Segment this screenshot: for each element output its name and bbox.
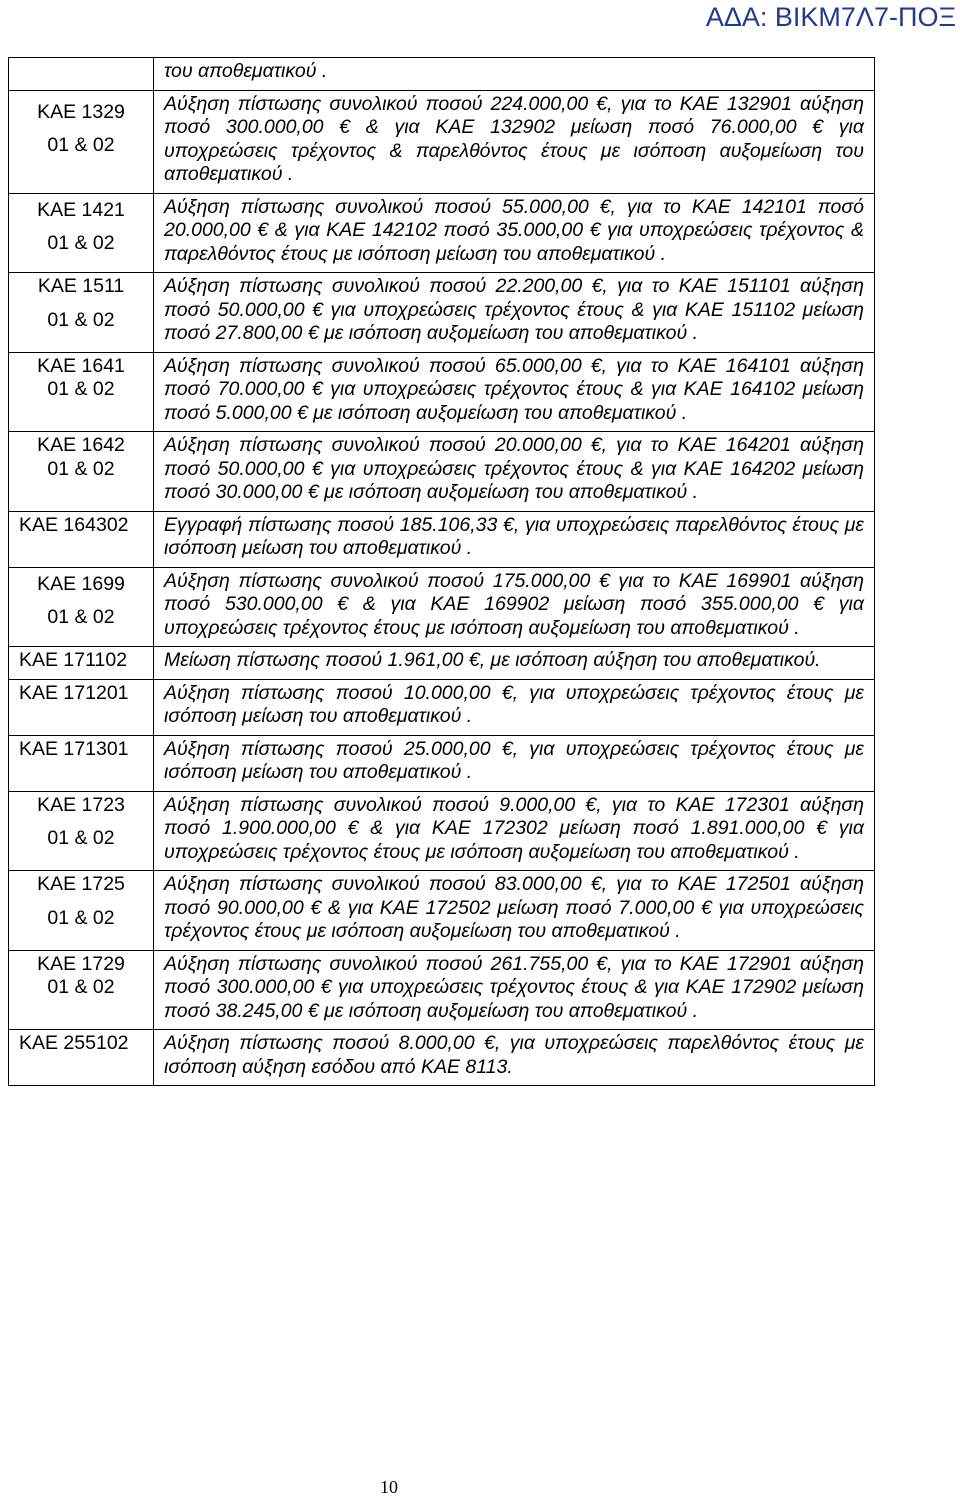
code-label: ΚΑΕ 1729 (37, 952, 125, 975)
code-cell (9, 871, 154, 951)
table-row (9, 58, 875, 91)
description-cell: Αύξηση πίστωσης συνολικού ποσού 9.000,00 €, για το ΚΑΕ 172301 αύξηση ποσό 1.900.000,00 € & για ΚΑΕ 172302 μείωση ποσό 1.891.000,00 € για υποχρεώσεις τρέχοντος έτους με ισόποση αυξομείωση του αποθεματικού . (154, 791, 875, 871)
description-cell: Αύξηση πίστωσης συνολικού ποσού 20.000,00 €, για το ΚΑΕ 164201 αύξηση ποσό 50.000,00 € για υποχρεώσεις τρέχοντος έτους & για ΚΑΕ 164202 μείωση ποσό 30.000,00 € με ισόποση αυξομείωση του αποθεματικού . (154, 432, 875, 512)
description-cell: του αποθεματικού . (154, 58, 875, 91)
page-number: 10 (380, 1477, 398, 1497)
code-cell (9, 1030, 154, 1086)
code-subaccounts: 01 & 02 (47, 134, 115, 156)
code-label: ΚΑΕ 1329 (37, 100, 125, 123)
code-subaccounts: 01 & 02 (47, 827, 115, 849)
code-cell (9, 58, 154, 91)
code-label: ΚΑΕ 1723 (37, 793, 125, 816)
description-cell: Αύξηση πίστωσης συνολικού ποσού 175.000,00 € για το ΚΑΕ 169901 αύξηση ποσό 530.000,00 € & για ΚΑΕ 169902 μείωση ποσό 355.000,00 € για υποχρεώσεις τρέχοντος έτους με ισόποση αυξομείωση του αποθεματικού . (154, 567, 875, 647)
table-row (9, 791, 875, 871)
code-cell (9, 791, 154, 871)
code-cell (9, 511, 154, 567)
code-label: ΚΑΕ 171301 (19, 737, 129, 760)
description-cell: Αύξηση πίστωσης συνολικού ποσού 224.000,00 €, για το ΚΑΕ 132901 αύξηση ποσό 300.000,00 € & για ΚΑΕ 132902 μείωση ποσό 76.000,00 € για υποχρεώσεις τρέχοντος & παρελθόντος έτους με ισόποση αυξομείωση του αποθεματικού . (154, 90, 875, 193)
code-subaccounts: 01 & 02 (47, 378, 115, 400)
description-cell: Αύξηση πίστωσης συνολικού ποσού 261.755,00 €, για το ΚΑΕ 172901 αύξηση ποσό 300.000,00 € για υποχρεώσεις τρέχοντος έτους & για ΚΑΕ 172902 μείωση ποσό 38.245,00 € με ισόποση αυξομείωση του αποθεματικού . (154, 950, 875, 1030)
code-label: ΚΑΕ 1421 (37, 198, 125, 221)
table-row (9, 273, 875, 353)
description-cell: Αύξηση πίστωσης ποσού 25.000,00 €, για υποχρεώσεις τρέχοντος έτους με ισόποση μείωση του αποθεματικού . (154, 735, 875, 791)
code-label: ΚΑΕ 1699 (37, 572, 125, 595)
code-label: ΚΑΕ 1642 (37, 434, 125, 456)
table-row (9, 90, 875, 193)
code-cell (9, 679, 154, 735)
code-subaccounts: 01 & 02 (47, 906, 115, 929)
table-row (9, 1030, 875, 1086)
code-cell (9, 193, 154, 273)
description-cell: Αύξηση πίστωσης συνολικού ποσού 22.200,00 €, για το ΚΑΕ 151101 αύξηση ποσό 50.000,00 € για υποχρεώσεις τρέχοντος έτους & για ΚΑΕ 151102 μείωση ποσό 27.800,00 € με ισόποση αυξομείωση του αποθεματικού . (154, 273, 875, 353)
code-subaccounts: 01 & 02 (47, 606, 115, 628)
table-row (9, 352, 875, 432)
code-subaccounts: 01 & 02 (47, 308, 115, 331)
code-label: ΚΑΕ 164302 (19, 513, 129, 536)
code-label: ΚΑΕ 171102 (19, 649, 128, 671)
table-row (9, 679, 875, 735)
code-cell (9, 567, 154, 647)
code-cell (9, 735, 154, 791)
table-row (9, 193, 875, 273)
description-cell: Αύξηση πίστωσης συνολικού ποσού 65.000,00 €, για το ΚΑΕ 164101 αύξηση ποσό 70.000,00 € για υποχρεώσεις τρέχοντος έτους & για ΚΑΕ 164102 μείωση ποσό 5.000,00 € με ισόποση αυξομείωση του αποθεματικού . (154, 352, 875, 432)
table-row (9, 432, 875, 512)
code-cell (9, 90, 154, 193)
description-cell: Μείωση πίστωσης ποσού 1.961,00 €, με ισόποση αύξηση του αποθεματικού. (154, 647, 875, 680)
description-cell: Αύξηση πίστωσης ποσού 8.000,00 €, για υποχρεώσεις παρελθόντος έτους με ισόποση αύξηση εσόδου από ΚΑΕ 8113. (154, 1030, 875, 1086)
description-cell: Αύξηση πίστωσης συνολικού ποσού 55.000,00 €, για το ΚΑΕ 142101 ποσό 20.000,00 € & για ΚΑΕ 142102 ποσό 35.000,00 € για υποχρεώσεις τρέχοντος & παρελθόντος έτους με ισόποση μείωση του αποθεματικού . (154, 193, 875, 273)
code-subaccounts: 01 & 02 (47, 232, 115, 254)
code-cell (9, 647, 154, 680)
table-row (9, 871, 875, 951)
table-row (9, 950, 875, 1030)
table-row (9, 735, 875, 791)
description-cell: Αύξηση πίστωσης ποσού 10.000,00 €, για υποχρεώσεις τρέχοντος έτους με ισόποση μείωση του αποθεματικού . (154, 679, 875, 735)
code-subaccounts: 01 & 02 (47, 976, 115, 998)
code-cell (9, 432, 154, 512)
table-row (9, 647, 875, 680)
code-cell (9, 950, 154, 1030)
code-label: ΚΑΕ 255102 (19, 1032, 129, 1054)
code-label: ΚΑΕ 1641 (37, 354, 125, 377)
code-subaccounts: 01 & 02 (47, 457, 115, 480)
description-cell: Εγγραφή πίστωσης ποσού 185.106,33 €, για υποχρεώσεις παρελθόντος έτους με ισόποση μείωση του αποθεματικού . (154, 511, 875, 567)
description-cell: Αύξηση πίστωσης συνολικού ποσού 83.000,00 €, για το ΚΑΕ 172501 αύξηση ποσό 90.000,00 € & για ΚΑΕ 172502 μείωση ποσό 7.000,00 € για υποχρεώσεις τρέχοντος έτους με ισόποση αυξομείωση του αποθεματικού . (154, 871, 875, 951)
code-cell (9, 352, 154, 432)
table-row (9, 511, 875, 567)
code-label: ΚΑΕ 1725 (37, 873, 125, 895)
ada-header: ΑΔΑ: ΒΙΚΜ7Λ7-ΠΟΞ (705, 2, 956, 32)
code-label: ΚΑΕ 1511 (37, 275, 125, 297)
code-cell (9, 273, 154, 353)
budget-table (8, 57, 875, 1086)
code-label: ΚΑΕ 171201 (19, 681, 129, 704)
table-row (9, 567, 875, 647)
